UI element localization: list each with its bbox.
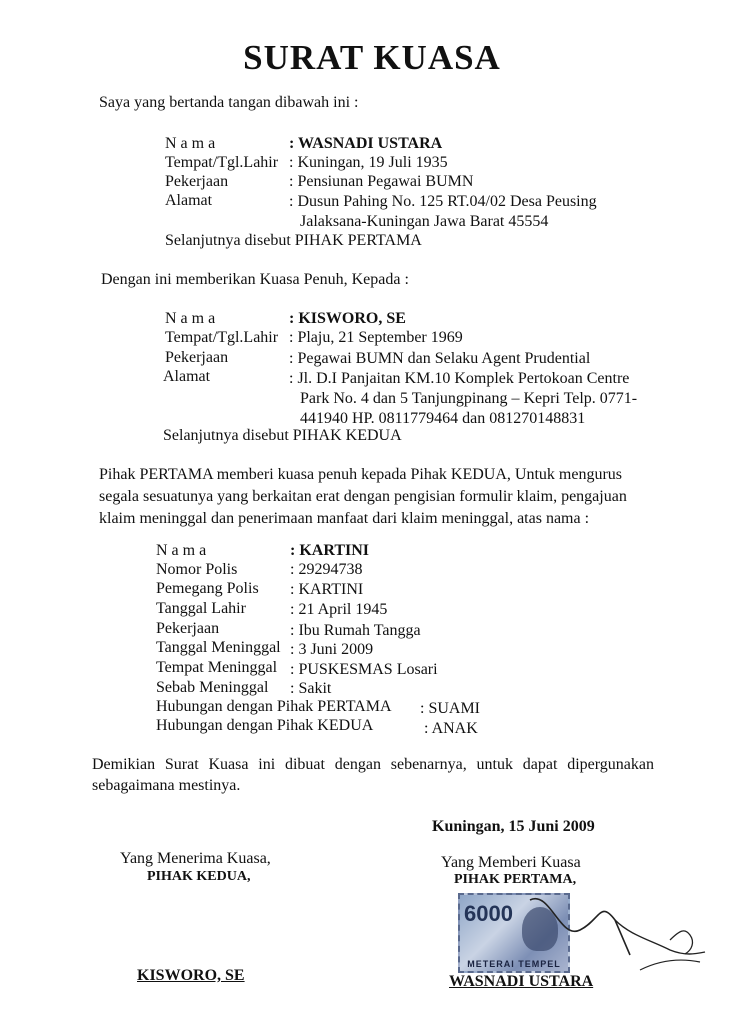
transfer-sentence: Dengan ini memberikan Kuasa Penuh, Kepada : — [101, 271, 409, 288]
place-date: Kuningan, 15 Juni 2009 — [432, 818, 595, 835]
second-pekerjaan-label: Pekerjaan — [165, 349, 229, 366]
first-alamat-line1: : Dusun Pahing No. 125 RT.04/02 Desa Peusing — [289, 193, 597, 210]
insured-lahir-label: Tanggal Lahir — [156, 600, 246, 617]
insured-hub2-label: Hubungan dengan Pihak KEDUA — [156, 717, 374, 734]
stamp-amount: 6000 — [464, 901, 513, 926]
first-selanjutnya: Selanjutnya disebut PIHAK PERTAMA — [165, 232, 422, 249]
insured-pemegang-label: Pemegang Polis — [156, 580, 259, 597]
receiver-caption: Yang Menerima Kuasa, — [120, 850, 271, 867]
first-alamat-line2: Jalaksana-Kuningan Jawa Barat 45554 — [300, 213, 549, 230]
insured-sebab-label: Sebab Meninggal — [156, 679, 269, 696]
giver-caption: Yang Memberi Kuasa — [441, 854, 581, 871]
insured-pemegang-value: : KARTINI — [290, 581, 364, 598]
second-nama-value: : KISWORO, SE — [289, 310, 406, 327]
first-ttl-value: : Kuningan, 19 Juli 1935 — [289, 154, 448, 171]
receiver-role: PIHAK KEDUA, — [147, 869, 251, 884]
insured-polis-value: : 29294738 — [290, 561, 363, 578]
first-ttl-label: Tempat/Tgl.Lahir — [165, 154, 279, 171]
document-title: SURAT KUASA — [243, 38, 501, 77]
insured-tempat-meninggal-label: Tempat Meninggal — [156, 659, 278, 676]
first-nama-value: : WASNADI USTARA — [289, 135, 443, 152]
insured-nama-label: N a m a — [156, 542, 207, 559]
intro-text: Saya yang bertanda tangan dibawah ini : — [99, 94, 359, 111]
second-nama-label: N a m a — [165, 310, 216, 327]
first-pekerjaan-label: Pekerjaan — [165, 173, 229, 190]
insured-hub1-label: Hubungan dengan Pihak PERTAMA — [156, 698, 392, 715]
insured-tgl-meninggal-value: : 3 Juni 2009 — [290, 641, 374, 658]
insured-nama-value: : KARTINI — [290, 542, 369, 559]
stamp-band-text: METERAI TEMPEL — [467, 959, 561, 969]
closing-line-1: Demikian Surat Kuasa ini dibuat dengan sebenarnya, untuk dapat dipergunakan — [92, 756, 654, 773]
second-alamat-line2: Park No. 4 dan 5 Tanjungpinang – Kepri Telp. 0771- — [300, 390, 638, 407]
purpose-line-1: Pihak PERTAMA memberi kuasa penuh kepada Pihak KEDUA, Untuk mengurus — [99, 466, 623, 483]
second-alamat-line1: : Jl. D.I Panjaitan KM.10 Komplek Pertokoan Centre — [289, 370, 630, 387]
first-pekerjaan-value: : Pensiunan Pegawai BUMN — [289, 173, 474, 190]
second-ttl-value: : Plaju, 21 September 1969 — [289, 329, 463, 346]
insured-hub2-value: : ANAK — [424, 720, 478, 737]
purpose-line-2: segala sesuatunya yang berkaitan erat dengan pengisian formulir klaim, pengajuan — [99, 488, 627, 505]
insured-pekerjaan-value: : Ibu Rumah Tangga — [290, 622, 421, 639]
closing-line-2: sebagaimana mestinya. — [92, 777, 241, 794]
second-ttl-label: Tempat/Tgl.Lahir — [165, 329, 279, 346]
insured-polis-label: Nomor Polis — [156, 561, 238, 578]
insured-hub1-value: : SUAMI — [420, 700, 481, 717]
insured-tempat-meninggal-value: : PUSKESMAS Losari — [290, 661, 438, 678]
purpose-line-3: klaim meninggal dan penerimaan manfaat dari klaim meninggal, atas nama : — [99, 510, 590, 527]
insured-tgl-meninggal-label: Tanggal Meninggal — [156, 639, 281, 656]
first-alamat-label: Alamat — [165, 192, 213, 209]
second-alamat-line3: 441940 HP. 0811779464 dan 081270148831 — [300, 410, 586, 427]
insured-pekerjaan-label: Pekerjaan — [156, 620, 220, 637]
insured-sebab-value: : Sakit — [290, 680, 332, 697]
receiver-name: KISWORO, SE — [137, 967, 245, 984]
second-pekerjaan-value: : Pegawai BUMN dan Selaku Agent Prudential — [289, 350, 591, 367]
giver-role: PIHAK PERTAMA, — [454, 872, 577, 887]
second-alamat-label: Alamat — [163, 368, 211, 385]
first-nama-label: N a m a — [165, 135, 216, 152]
second-selanjutnya: Selanjutnya disebut PIHAK KEDUA — [163, 427, 402, 444]
insured-lahir-value: : 21 April 1945 — [290, 601, 388, 618]
giver-name: WASNADI USTARA — [449, 973, 594, 990]
